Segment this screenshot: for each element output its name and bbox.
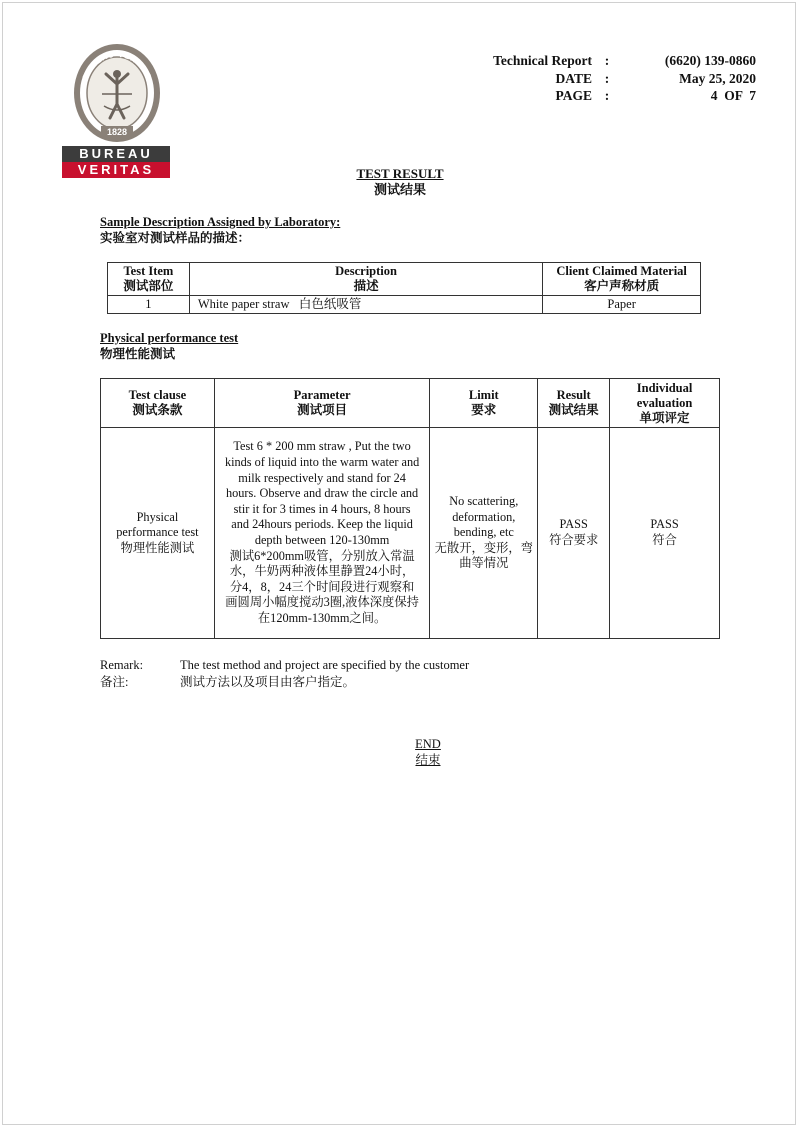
- end-en: END: [415, 737, 441, 751]
- page-row: PAGE : 4 OF 7: [472, 87, 756, 105]
- sample-table: [107, 262, 701, 314]
- remark-label-zh: 备注:: [100, 675, 129, 689]
- title-zh: 测试结果: [373, 182, 426, 197]
- performance-section-zh: 物理性能测试: [100, 347, 176, 361]
- report-info: [472, 52, 756, 105]
- header-client-material: Client Claimed Material 客户声称材质: [543, 263, 701, 296]
- performance-section-heading: [100, 330, 238, 362]
- remark: [100, 657, 469, 691]
- table-row: [101, 428, 720, 639]
- performance-section-en: Physical performance test: [100, 331, 239, 345]
- header-parameter: Parameter 测试项目: [214, 379, 430, 428]
- logo-ring-text: BUREAU VERITAS: [80, 49, 154, 81]
- cell-limit: No scattering, deformation, bending, etc 无散开，变形，弯曲等情况: [430, 428, 538, 639]
- sample-section-en: Sample Description Assigned by Laboratory:: [100, 215, 341, 229]
- cell-test-item: 1: [108, 296, 190, 314]
- sample-section-zh: 实验室对测试样品的描述：: [100, 231, 251, 245]
- page-title: [0, 166, 800, 198]
- cell-evaluation: PASS 符合: [610, 428, 720, 639]
- header-description: Description 描述: [189, 263, 542, 296]
- table-row: [108, 296, 701, 314]
- end-zh: 结束: [415, 753, 441, 767]
- page-label: PAGE: [555, 88, 592, 103]
- header-test-item: Test Item 测试部位: [108, 263, 190, 296]
- cell-material: Paper: [543, 296, 701, 314]
- remark-label-en: Remark:: [100, 658, 144, 672]
- performance-table: [100, 378, 720, 639]
- header-evaluation: Individual evaluation 单项评定: [610, 379, 720, 428]
- report-number-row: Technical Report : (6620) 139-0860: [472, 52, 756, 70]
- remark-text-en: The test method and project are specified by the customer: [180, 658, 470, 672]
- logo-year: 1828: [106, 127, 128, 137]
- cell-test-clause: Physical performance test 物理性能测试: [101, 428, 215, 639]
- report-number-value: (6620) 139-0860: [664, 53, 756, 68]
- report-number-label: Technical Report: [493, 53, 592, 68]
- logo-bar-bureau: BUREAU: [62, 146, 170, 162]
- title-en: TEST RESULT: [356, 166, 444, 181]
- logo-emblem-icon: [74, 44, 160, 142]
- cell-parameter: Test 6 * 200 mm straw , Put the two kinds of liquid into the warm water and milk respectively and stand for 24 hours. Observe and draw the circle and stir it for 3 times in 4 hours, 8 hours and 24hours periods. Keep the liquid depth between 120-130mm 测试6*200mm吸管，分别放入常温水，牛奶两种液体里静置24小时，分4，8，24三个时间段进行观察和画圆周小幅度搅动3圈,液体深度保持在120mm-130mm之间。: [214, 428, 430, 639]
- date-row: DATE : May 25, 2020: [472, 70, 756, 88]
- performance-table-header: [101, 379, 720, 428]
- date-value: May 25, 2020: [679, 70, 756, 86]
- sample-table-header: [108, 263, 701, 296]
- sample-section-heading: [100, 214, 340, 246]
- header-limit: Limit 要求: [430, 379, 538, 428]
- header-test-clause: Test clause 测试条款: [101, 379, 215, 428]
- bureau-veritas-logo: [62, 44, 172, 178]
- cell-result: PASS 符合要求: [538, 428, 610, 639]
- cell-description: White paper straw 白色纸吸管: [189, 296, 542, 314]
- page-value: 4 OF 7: [710, 88, 756, 103]
- logo-bar-veritas: VERITAS: [62, 162, 170, 178]
- header-result: Result 测试结果: [538, 379, 610, 428]
- date-label: DATE: [555, 70, 592, 86]
- remark-text-zh: 测试方法以及项目由客户指定。: [180, 675, 356, 689]
- end-marker: [0, 736, 800, 768]
